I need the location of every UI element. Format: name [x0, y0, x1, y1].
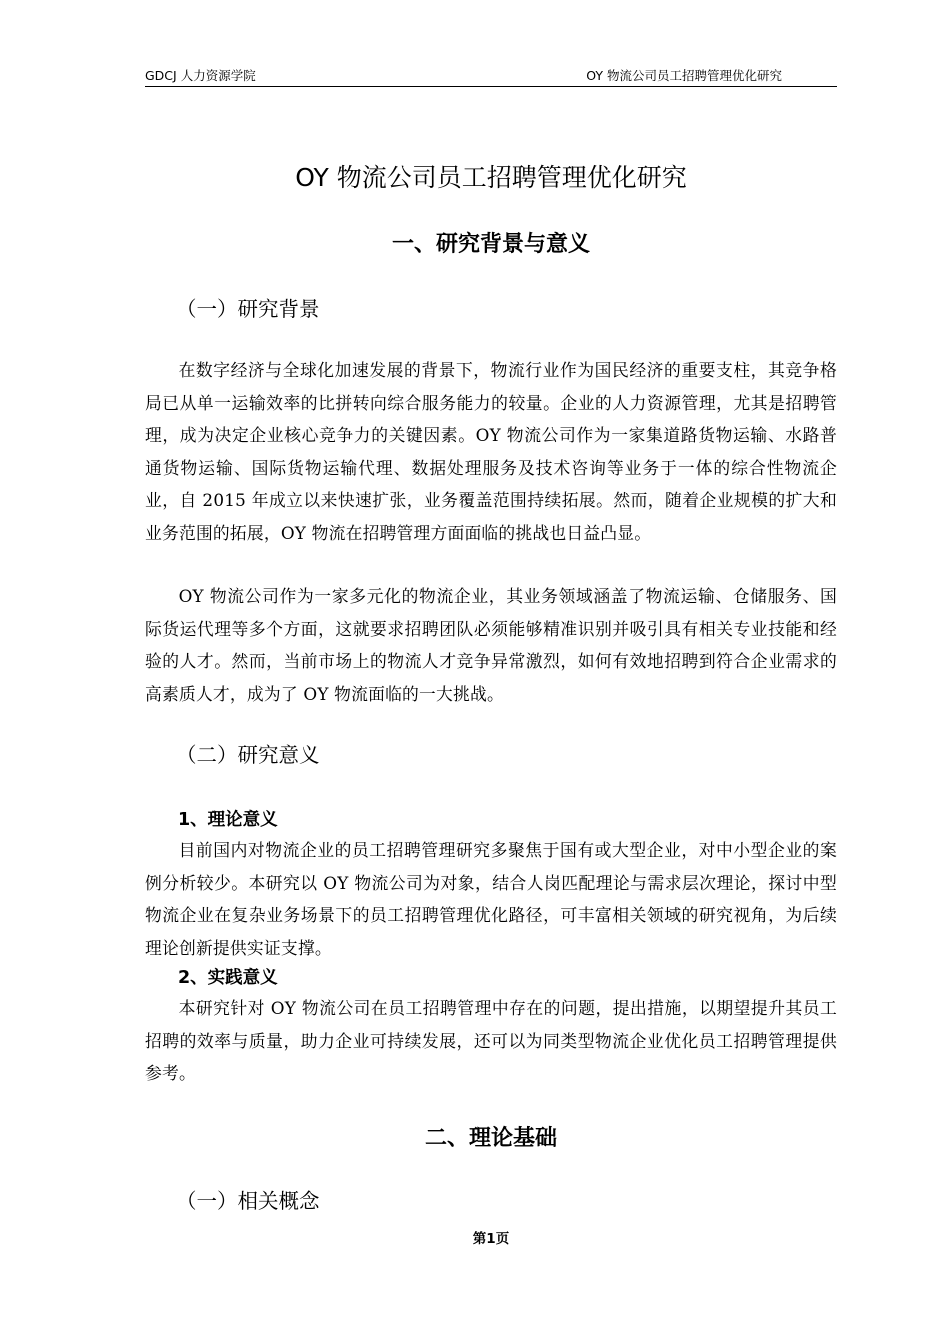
paragraph-theoretical: 目前国内对物流企业的员工招聘管理研究多聚焦于国有或大型企业，对中小型企业的案例分析较少。本研究以 OY 物流公司为对象，结合人岗匹配理论与需求层次理论，探讨中型物流企业在复杂业务场景下的员工招聘管理优化路径，可丰富相关领域的研究视角，为后续理论创新提供实证支撑。	[145, 840, 837, 958]
header-doc-title: OY 物流公司员工招聘管理优化研究	[586, 68, 782, 83]
header-institution: GDCJ 人力资源学院	[145, 68, 256, 83]
subsection-heading-concepts: （一）相关概念	[176, 1189, 320, 1213]
section-heading-background-significance: 一、研究背景与意义	[391, 232, 590, 257]
paragraph-background-2: OY 物流公司作为一家多元化的物流企业，其业务领域涵盖了物流运输、仓储服务、国际货运代理等多个方面，这就要求招聘团队必须能够精准识别并吸引具有相关专业技能和经验的人才。然而，当前市场上的物流人才竞争异常激烈，如何有效地招聘到符合企业需求的高素质人才，成为了 OY 物流面临的一大挑战。	[145, 586, 837, 704]
paragraph-background-1: 在数字经济与全球化加速发展的背景下，物流行业作为国民经济的重要支柱，其竞争格局已从单一运输效率的比拼转向综合服务能力的较量。企业的人力资源管理，尤其是招聘管理，成为决定企业核心竞争力的关键因素。OY 物流公司作为一家集道路货物运输、水路普通货物运输、国际货物运输代理、数据处理服务及技术咨询等业务于一体的综合性物流企业，自 2015 年成立以来快速扩张，业务覆盖范围持续拓展。然而，随着企业规模的扩大和业务范围的拓展，OY 物流在招聘管理方面面临的挑战也日益凸显。	[145, 360, 837, 543]
section-heading-theory: 二、理论基础	[424, 1126, 557, 1151]
running-header	[145, 66, 837, 87]
paragraph-practical: 本研究针对 OY 物流公司在员工招聘管理中存在的问题，提出措施，以期望提升其员工招聘的效率与质量，助力企业可持续发展，还可以为同类型物流企业优化员工招聘管理提供参考。	[145, 998, 837, 1084]
item-heading-practical: 2、实践意义	[178, 968, 278, 988]
subsection-heading-background: （一）研究背景	[176, 297, 320, 321]
item-heading-theoretical: 1、理论意义	[178, 810, 278, 830]
document-title: OY 物流公司员工招聘管理优化研究	[295, 163, 687, 192]
subsection-heading-significance: （二）研究意义	[176, 743, 320, 767]
page-number: 第1页	[472, 1231, 510, 1247]
